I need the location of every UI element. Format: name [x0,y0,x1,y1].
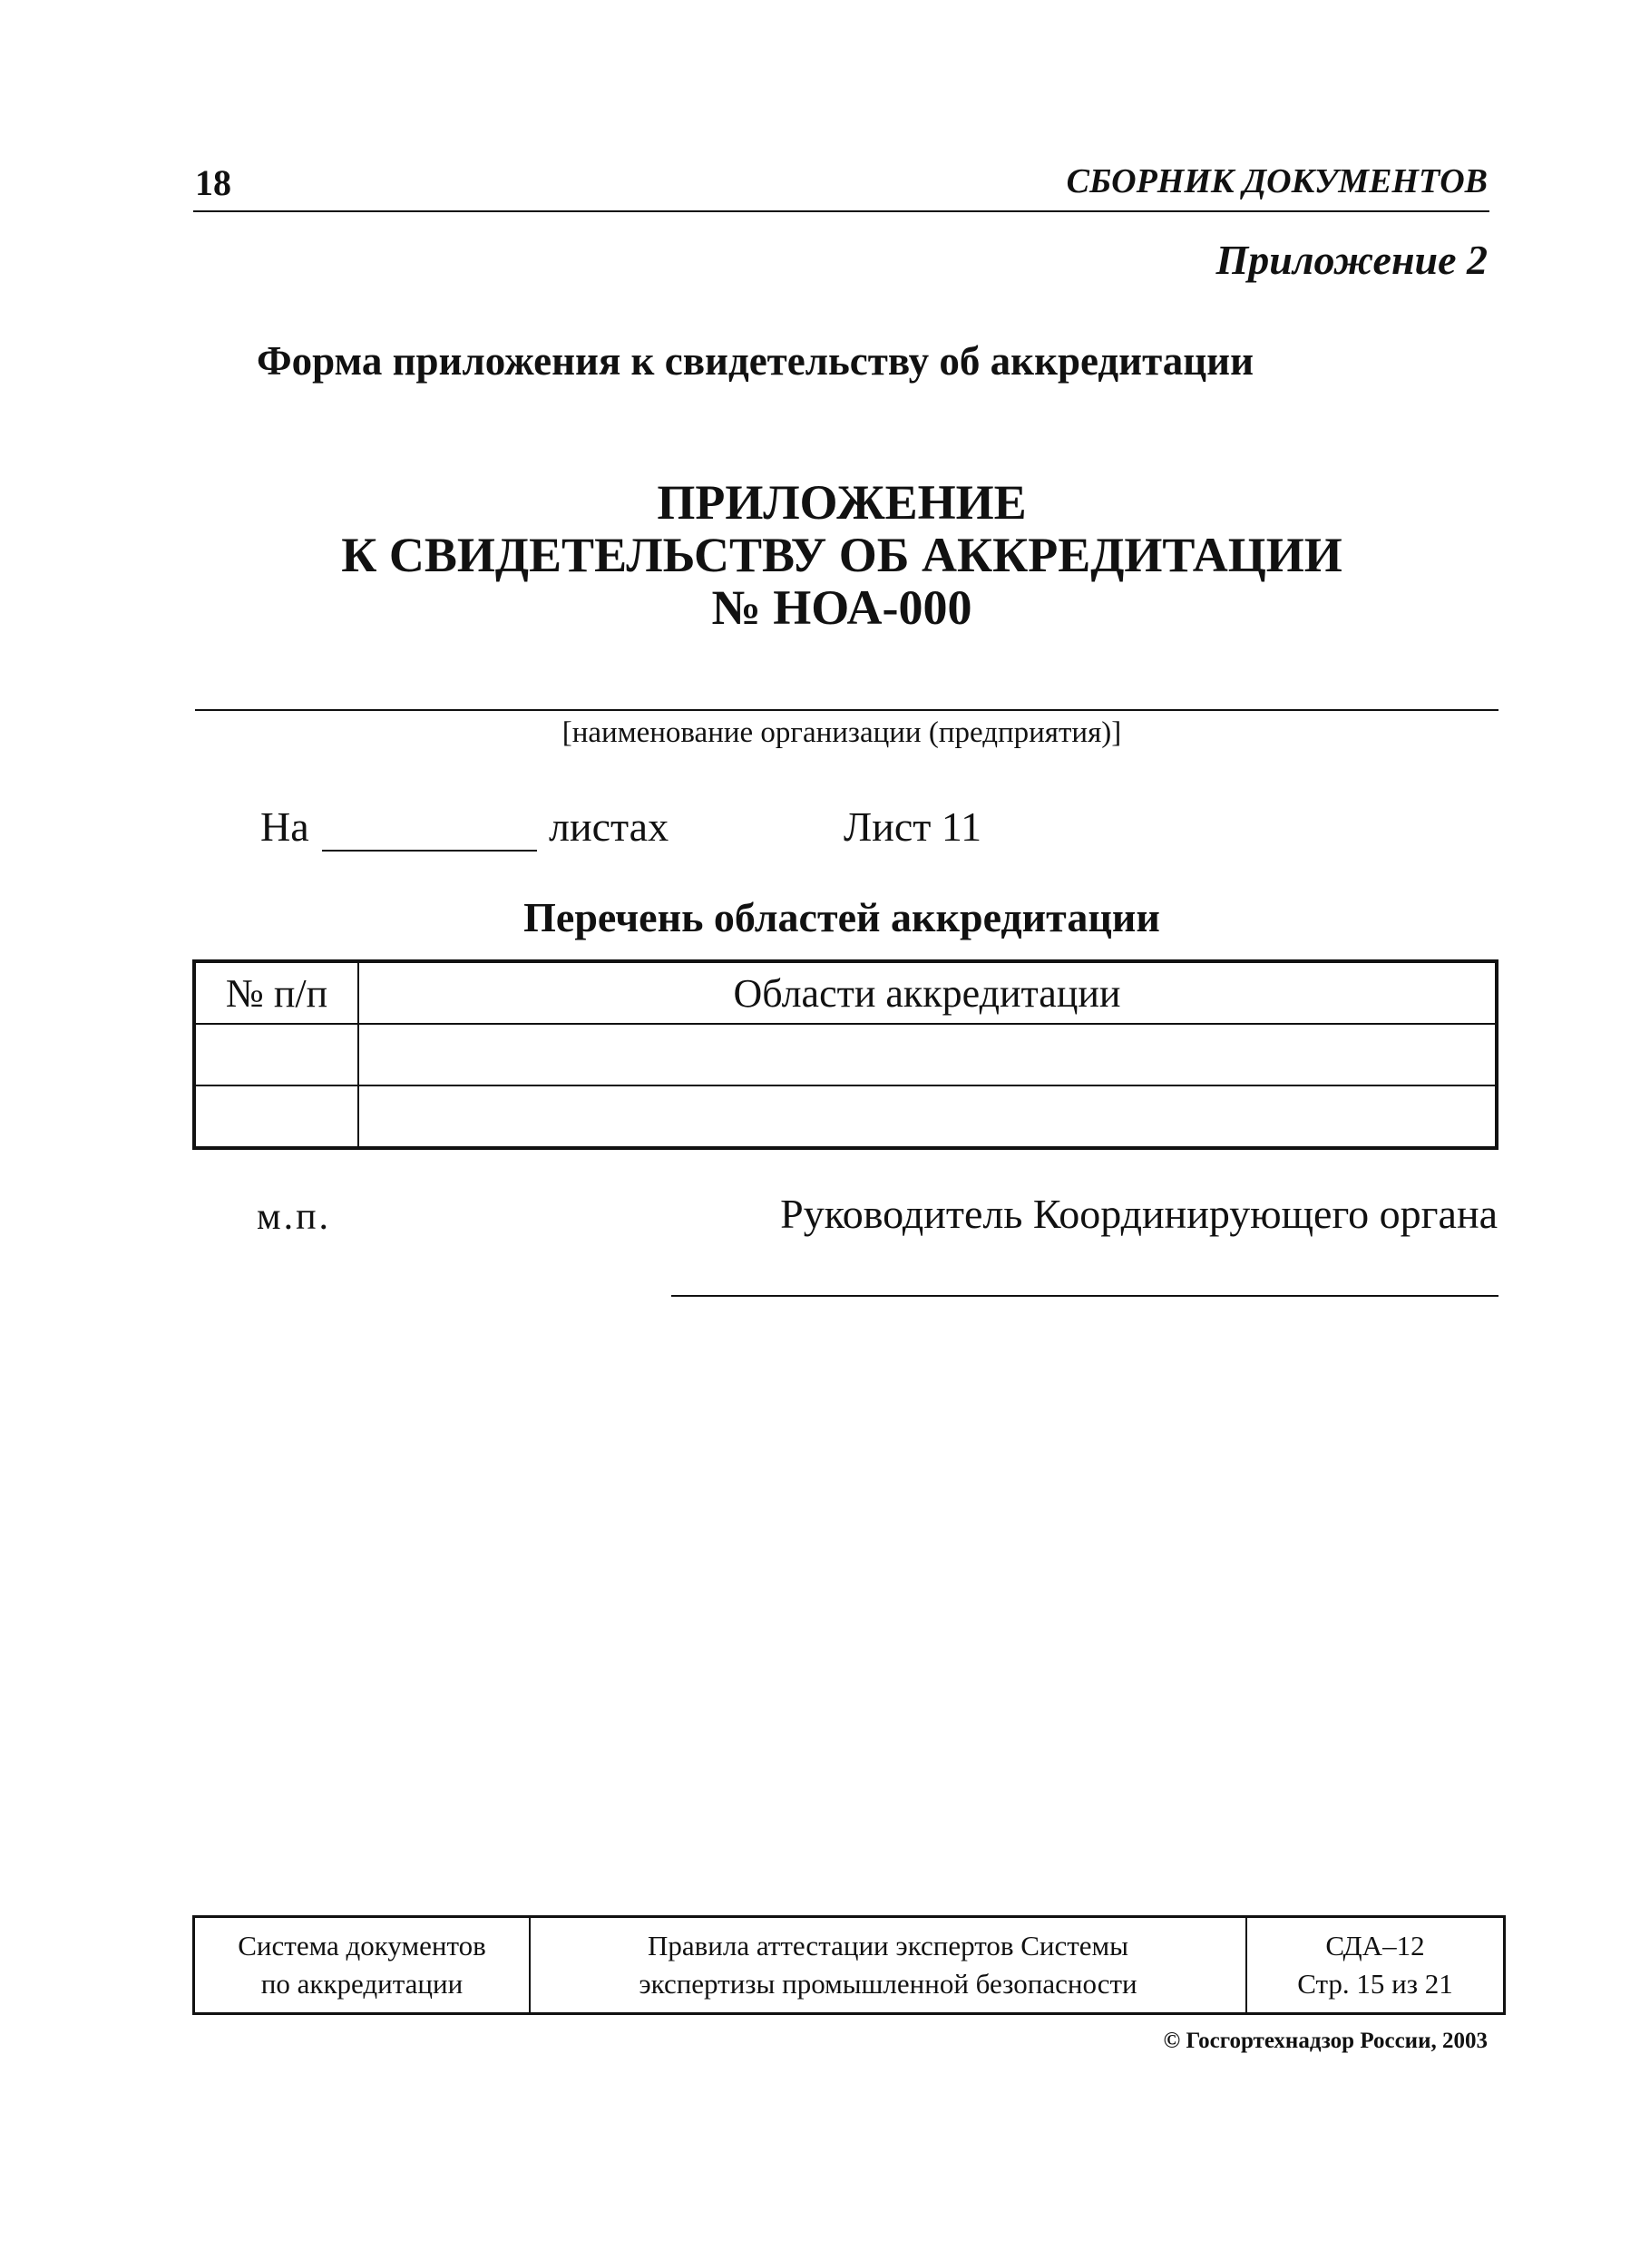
stamp-place-label: м.п. [257,1196,332,1238]
table-row [194,1024,1497,1085]
table-cell [358,1024,1497,1085]
footer-rules-line2: экспертизы промышленной безопасности [639,1968,1137,2000]
document-title-line3: № НОА-000 [711,580,972,635]
footer-system-cell [194,1917,531,2014]
footer-row [194,1917,1505,2014]
footer-system-line1: Система документов [238,1930,486,1961]
page-number: 18 [195,162,231,203]
footer-system-line2: по аккредитации [260,1968,464,2000]
signatory-title: Руководитель Координирующего органа [780,1191,1498,1237]
copyright-notice: © Госгортехнадзор России, 2003 [1163,2029,1488,2053]
footer-rules-cell [530,1917,1246,2014]
table-row [194,1085,1497,1148]
sheets-prefix: На [260,803,309,850]
column-header-number: № п/п [194,961,358,1024]
sheet-number: Лист 11 [844,803,982,850]
footer-table [192,1915,1506,2015]
form-title: Форма приложения к свидетельству об аккредитации [257,338,1254,384]
footer-page-info: Стр. 15 из 21 [1297,1968,1453,2000]
document-title-line2: К СВИДЕТЕЛЬСТВУ ОБ АККРЕДИТАЦИИ [341,528,1342,582]
document-title-line1: ПРИЛОЖЕНИЕ [657,475,1027,530]
footer-doc-cell [1246,1917,1505,2014]
running-title: СБОРНИК ДОКУМЕНТОВ [1066,162,1488,200]
header-rule [193,210,1489,212]
table-cell [358,1085,1497,1148]
org-name-line [195,709,1498,711]
list-title: Перечень областей аккредитации [523,894,1160,940]
footer-rules-line1: Правила аттестации экспертов Системы [648,1930,1128,1961]
sheets-count-blank [322,850,537,852]
org-name-caption: [наименование организации (предприятия)] [561,716,1122,749]
signature-line [671,1295,1498,1297]
column-header-areas: Области аккредитации [358,961,1497,1024]
sheets-suffix: листах [549,803,669,850]
accreditation-table [192,959,1498,1150]
appendix-label: Приложение 2 [1215,237,1488,283]
table-cell [194,1085,358,1148]
table-cell [194,1024,358,1085]
table-header-row [194,961,1497,1024]
footer-doc-code: СДА–12 [1325,1930,1425,1961]
